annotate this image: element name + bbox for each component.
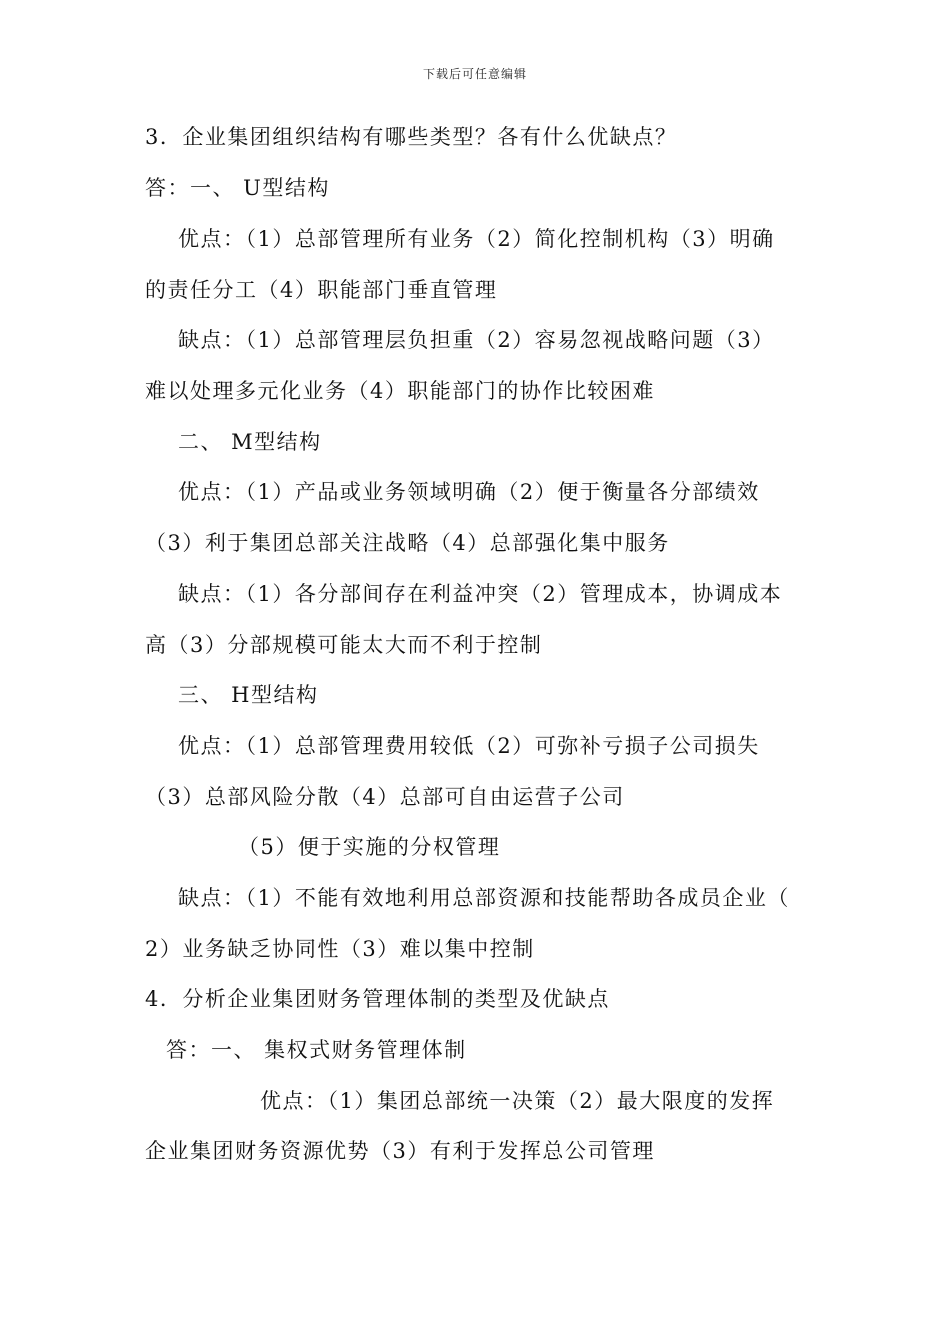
centralized-advantages-line-1: 优点：（1）集团总部统一决策（2）最大限度的发挥 (260, 1089, 775, 1113)
h-disadvantages-line-1: 缺点：（1）不能有效地利用总部资源和技能帮助各成员企业（ (178, 886, 790, 910)
h-advantages-line-2: （3）总部风险分散（4）总部可自由运营子公司 (145, 785, 625, 809)
h-heading: 三、 H型结构 (178, 683, 319, 707)
page-header: 下载后可任意编辑 (422, 67, 527, 81)
answer-centralized-heading: 答：一、 集权式财务管理体制 (166, 1038, 467, 1062)
h-advantages-line-1: 优点：（1）总部管理费用较低（2）可弥补亏损子公司损失 (178, 734, 760, 758)
m-advantages-line-2: （3）利于集团总部关注战略（4）总部强化集中服务 (145, 531, 670, 555)
h-disadvantages-line-2: 2）业务缺乏协同性（3）难以集中控制 (145, 937, 535, 961)
h-advantages-line-3: （5）便于实施的分权管理 (238, 835, 501, 859)
u-disadvantages-line-1: 缺点：（1）总部管理层负担重（2）容易忽视战略问题（3） (178, 328, 775, 352)
u-disadvantages-line-2: 难以处理多元化业务（4）职能部门的协作比较困难 (145, 379, 655, 403)
u-advantages-line-1: 优点：（1）总部管理所有业务（2）简化控制机构（3）明确 (178, 227, 775, 251)
question-4-title: 4．分析企业集团财务管理体制的类型及优缺点 (145, 987, 610, 1011)
u-advantages-line-2: 的责任分工（4）职能部门垂直管理 (145, 278, 498, 302)
centralized-advantages-line-2: 企业集团财务资源优势（3）有利于发挥总公司管理 (145, 1139, 655, 1163)
m-disadvantages-line-1: 缺点：（1）各分部间存在利益冲突（2）管理成本，协调成本 (178, 582, 783, 606)
m-disadvantages-line-2: 高（3）分部规模可能太大而不利于控制 (145, 633, 543, 657)
answer-u-heading: 答：一、 U型结构 (145, 176, 330, 200)
m-advantages-line-1: 优点：（1）产品或业务领域明确（2）便于衡量各分部绩效 (178, 480, 760, 504)
question-3-title: 3．企业集团组织结构有哪些类型？各有什么优缺点？ (145, 125, 678, 149)
m-heading: 二、 M型结构 (178, 430, 322, 454)
